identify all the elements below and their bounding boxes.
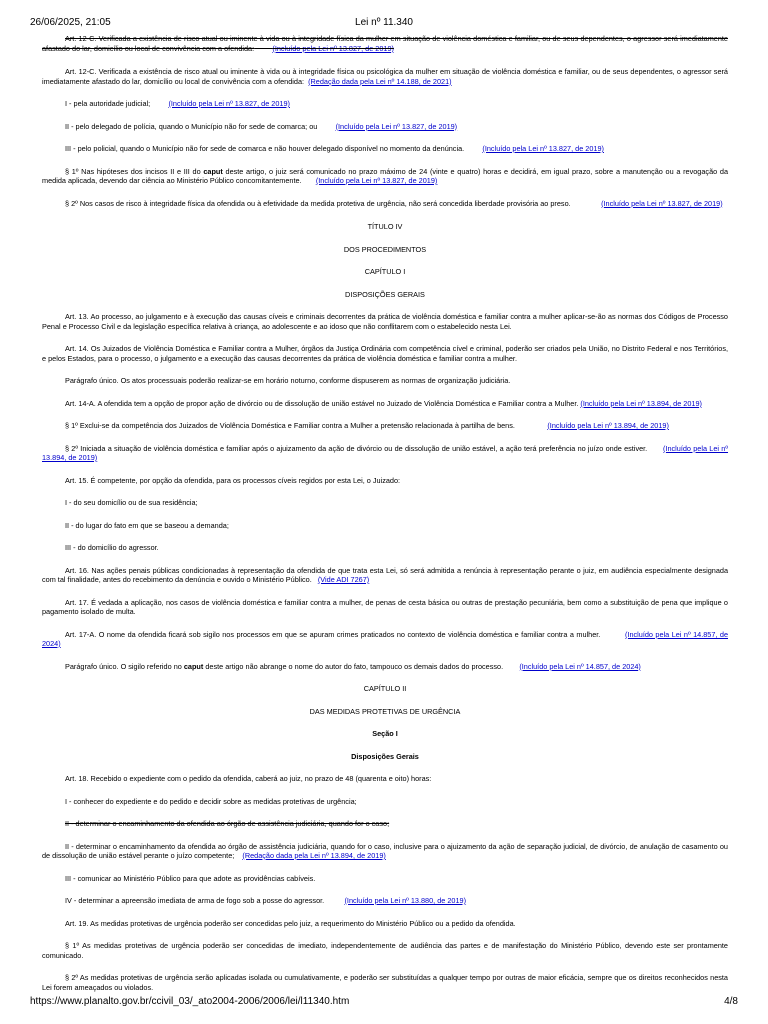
paragraph-art-16: [42, 566, 728, 585]
paragraph-art-12c-par-1: [42, 167, 728, 186]
amendment-link[interactable]: (Incluído pela Lei nº 13.880, de 2019): [344, 896, 467, 905]
amendment-link[interactable]: (Incluído pela Lei nº 13.894, de 2019): [580, 398, 702, 408]
paragraph-text: Art. 17-A. O nome da ofendida ficará sob sigilo nos processos em que se apuram crimes praticados no contexto de violência doméstica e familiar contra a mulher.: [65, 629, 601, 639]
paragraph-text: II - determinar o encaminhamento da ofendida ao órgão de assistência judiciária, quando for o caso, inclusive para o ajuizamento da ação de separação judicial, de divórcio, de anulação de casamento ou de dissolução de união estável perante o juízo competente;: [42, 841, 728, 860]
amendment-link[interactable]: (Incluído pela Lei nº 13.894, de 2019): [547, 421, 669, 430]
chapter-name: DISPOSIÇÕES GERAIS: [345, 289, 425, 299]
chapter-heading: CAPÍTULO II: [363, 684, 407, 693]
paragraph-art-18-i: I - conhecer do expediente e do pedido e decidir sobre as medidas protetivas de urgência;: [65, 796, 357, 806]
amendment-link[interactable]: (Redação dada pela Lei nº 14.188, de 2021): [308, 76, 452, 86]
page-number: 4/8: [724, 996, 738, 1007]
paragraph-text-start: Parágrafo único. O sigilo referido no: [65, 661, 182, 671]
print-datetime: 26/06/2025, 21:05: [30, 17, 111, 28]
amendment-link[interactable]: (Incluído pela Lei nº 14.857, de 2024): [42, 629, 729, 648]
paragraph-art-12c: [42, 67, 728, 86]
paragraph-inciso-i: [42, 99, 728, 109]
paragraph-inciso-iii: [42, 144, 728, 154]
paragraph-text: II - pelo delegado de polícia, quando o Município não for sede de comarca; ou: [65, 121, 318, 131]
paragraph-art-15-ii: II - do lugar do fato em que se baseou a demanda;: [65, 520, 229, 530]
paragraph-text: Art. 12-C. Verificada a existência de risco atual ou iminente à vida ou à integridade física da mulher em situação de violência doméstica e familiar, ou de seus dependentes, o agressor será imediatamente afastado do lar, domicílio ou local de convivência com a ofendida:: [42, 34, 728, 53]
paragraph-art-15-iii: III - do domicílio do agressor.: [65, 543, 159, 552]
paragraph-art-19-par-2: § 2º As medidas protetivas de urgência serão aplicadas isolada ou cumulativamente, e poderão ser substituídas a qualquer tempo por outras de maior eficácia, sempre que os direitos reconhecidos nesta Lei forem ameaçados ou violados.: [42, 973, 728, 992]
paragraph-text: Art. 12-C. Verificada a existência de risco atual ou iminente à vida ou à integridade física ou psicológica da mulher em situação de violência doméstica e familiar, ou de seus dependentes, o agressor será imediatamente afastado do lar, domicílio ou local de convivência com a ofendida:: [42, 67, 728, 86]
paragraph-art-15: Art. 15. É competente, por opção da ofendida, para os processos cíveis regidos por esta Lei, o Juizado:: [65, 475, 401, 485]
print-header: [30, 16, 738, 30]
amendment-link[interactable]: (Incluído pela Lei nº 13.827, de 2019): [482, 144, 604, 153]
paragraph-text: I - pela autoridade judicial;: [65, 99, 151, 108]
paragraph-text: Art. 14-A. A ofendida tem a opção de propor ação de divórcio ou de dissolução de união estável no Juizado de Violência Doméstica e Familiar contra a Mulher.: [65, 398, 579, 408]
paragraph-text-end: deste artigo não abrange o nome do autor do fato, tampouco os demais dados do processo.: [205, 661, 504, 671]
amendment-link[interactable]: (Incluído pela Lei nº 13.827, de 2019): [168, 99, 290, 108]
print-footer: [30, 995, 738, 1009]
paragraph-text: § 2º Iniciada a situação de violência doméstica e familiar após o ajuizamento da ação de divórcio ou de dissolução de união estável, a ação terá preferência no juízo onde estiver.: [65, 443, 648, 453]
paragraph-art-18-ii: [42, 842, 728, 861]
paragraph-art-19-par-1: § 1º As medidas protetivas de urgência poderão ser concedidas de imediato, independentemente de audiência das partes e de manifestação do Ministério Público, devendo este ser prontamente comunicado.: [42, 941, 728, 960]
paragraph-art-14-par-unico: Parágrafo único. Os atos processuais poderão realizar-se em horário noturno, conforme dispuserem as normas de organização judiciária.: [65, 376, 511, 385]
paragraph-art-17a-par-unico: [42, 662, 728, 672]
paragraph-art-17a: [42, 630, 728, 649]
paragraph-inciso-ii: [42, 122, 728, 132]
paragraph-art-18: Art. 18. Recebido o expediente com o pedido da ofendida, caberá ao juiz, no prazo de 48 (quarenta e oito) horas:: [65, 774, 432, 783]
paragraph-art-12c-par-2: [42, 199, 728, 209]
paragraph-art-18-ii-original: II - determinar o encaminhamento da ofendida ao órgão de assistência judiciária, quando for o caso;: [65, 819, 390, 828]
page-url: https://www.planalto.gov.br/ccivil_03/_ato2004-2006/2006/lei/l11340.htm: [30, 996, 350, 1007]
paragraph-text: III - pelo policial, quando o Município não for sede de comarca e não houver delegado disponível no momento da denúncia.: [65, 144, 465, 153]
paragraph-art-14a-par-1: [42, 421, 728, 431]
paragraph-art-15-i: I - do seu domicílio ou de sua residência;: [65, 498, 198, 507]
caput-term: caput: [183, 661, 204, 671]
paragraph-text-start: § 1º Nas hipóteses dos incisos II e III do: [65, 166, 201, 176]
amendment-link[interactable]: (Incluído pela Lei nº 13.894, de 2019): [42, 443, 729, 462]
law-text: [42, 32, 728, 992]
paragraph-art-18-iii: III - comunicar ao Ministério Público para que adote as providências cabíveis.: [65, 873, 316, 883]
paragraph-art-14a: [42, 399, 728, 409]
paragraph-text-end: deste artigo, o juiz será comunicado no prazo máximo de 24 (vinte e quatro) horas e decidirá, em igual prazo, sobre a manutenção ou a revogação da medida aplicada, devendo dar ciência ao Ministério Público concomitantemente.: [42, 166, 729, 185]
chapter-heading: CAPÍTULO I: [364, 267, 406, 276]
paragraph-art-12c-original: [42, 34, 728, 53]
paragraph-art-14: Art. 14. Os Juizados de Violência Doméstica e Familiar contra a Mulher, órgãos da Justiça Ordinária com competência cível e criminal, poderão ser criados pela União, no Distrito Federal e nos Territórios, e pelos Estados, para o processo, o julgamento e a execução das causas decorrentes da prática de violência doméstica e familiar contra a mulher.: [42, 344, 728, 363]
paragraph-text: § 1º Exclui-se da competência dos Juizados de Violência Doméstica e Familiar contra a Mulher a pretensão relacionada à partilha de bens.: [65, 421, 515, 430]
caput-term: caput: [203, 166, 223, 176]
amendment-link[interactable]: (Incluído pela Lei nº 13.827, de 2019): [601, 198, 723, 208]
title-heading: TÍTULO IV: [367, 222, 403, 231]
paragraph-art-14a-par-2: [42, 444, 728, 463]
paragraph-art-13: Art. 13. Ao processo, ao julgamento e à execução das causas cíveis e criminais decorrentes da prática de violência doméstica e familiar contra a mulher aplicar-se-ão as normas dos Códigos de Processo Penal e Processo Civil e da legislação específica relativa à criança, ao adolescente e ao idoso que não conflitarem com o estabelecido nesta Lei.: [42, 312, 728, 331]
amendment-link[interactable]: (Redação dada pela Lei nº 13.894, de 2019): [242, 851, 386, 860]
amendment-link[interactable]: (Vide ADI 7267): [317, 575, 370, 584]
amendment-link[interactable]: (Incluído pela Lei nº 13.827, de 2019): [335, 121, 458, 131]
paragraph-text: Art. 16. Nas ações penais públicas condicionadas à representação da ofendida de que trata esta Lei, só será admitida a renúncia à representação perante o juiz, em audiência especialmente designada com tal finalidade, antes do recebimento da denúncia e ouvido o Ministério Público.: [42, 565, 728, 584]
amendment-link[interactable]: (Incluído pela Lei nº 14.857, de 2024): [519, 661, 641, 671]
document-title: Lei nº 11.340: [355, 17, 413, 28]
amendment-link[interactable]: (Incluído pela Lei nº 13.827, de 2019): [272, 43, 394, 53]
paragraph-text: § 2º Nos casos de risco à integridade física da ofendida ou à efetividade da medida protetiva de urgência, não será concedida liberdade provisória ao preso.: [65, 198, 571, 208]
paragraph-text: IV - determinar a apreensão imediata de arma de fogo sob a posse do agressor.: [65, 896, 325, 905]
paragraph-art-19: Art. 19. As medidas protetivas de urgência poderão ser concedidas pelo juiz, a requerimento do Ministério Público ou a pedido da ofendida.: [65, 918, 516, 928]
paragraph-art-17: Art. 17. É vedada a aplicação, nos casos de violência doméstica e familiar contra a mulher, de penas de cesta básica ou outras de prestação pecuniária, bem como a substituição de pena que implique o pagamento isolado de multa.: [42, 597, 728, 616]
section-heading: Seção I: [372, 729, 398, 738]
section-name: Disposições Gerais: [351, 751, 419, 761]
paragraph-art-18-iv: [42, 896, 728, 906]
amendment-link[interactable]: (Incluído pela Lei nº 13.827, de 2019): [315, 176, 438, 185]
chapter-name: DAS MEDIDAS PROTETIVAS DE URGÊNCIA: [309, 706, 461, 716]
title-name: DOS PROCEDIMENTOS: [343, 244, 427, 254]
